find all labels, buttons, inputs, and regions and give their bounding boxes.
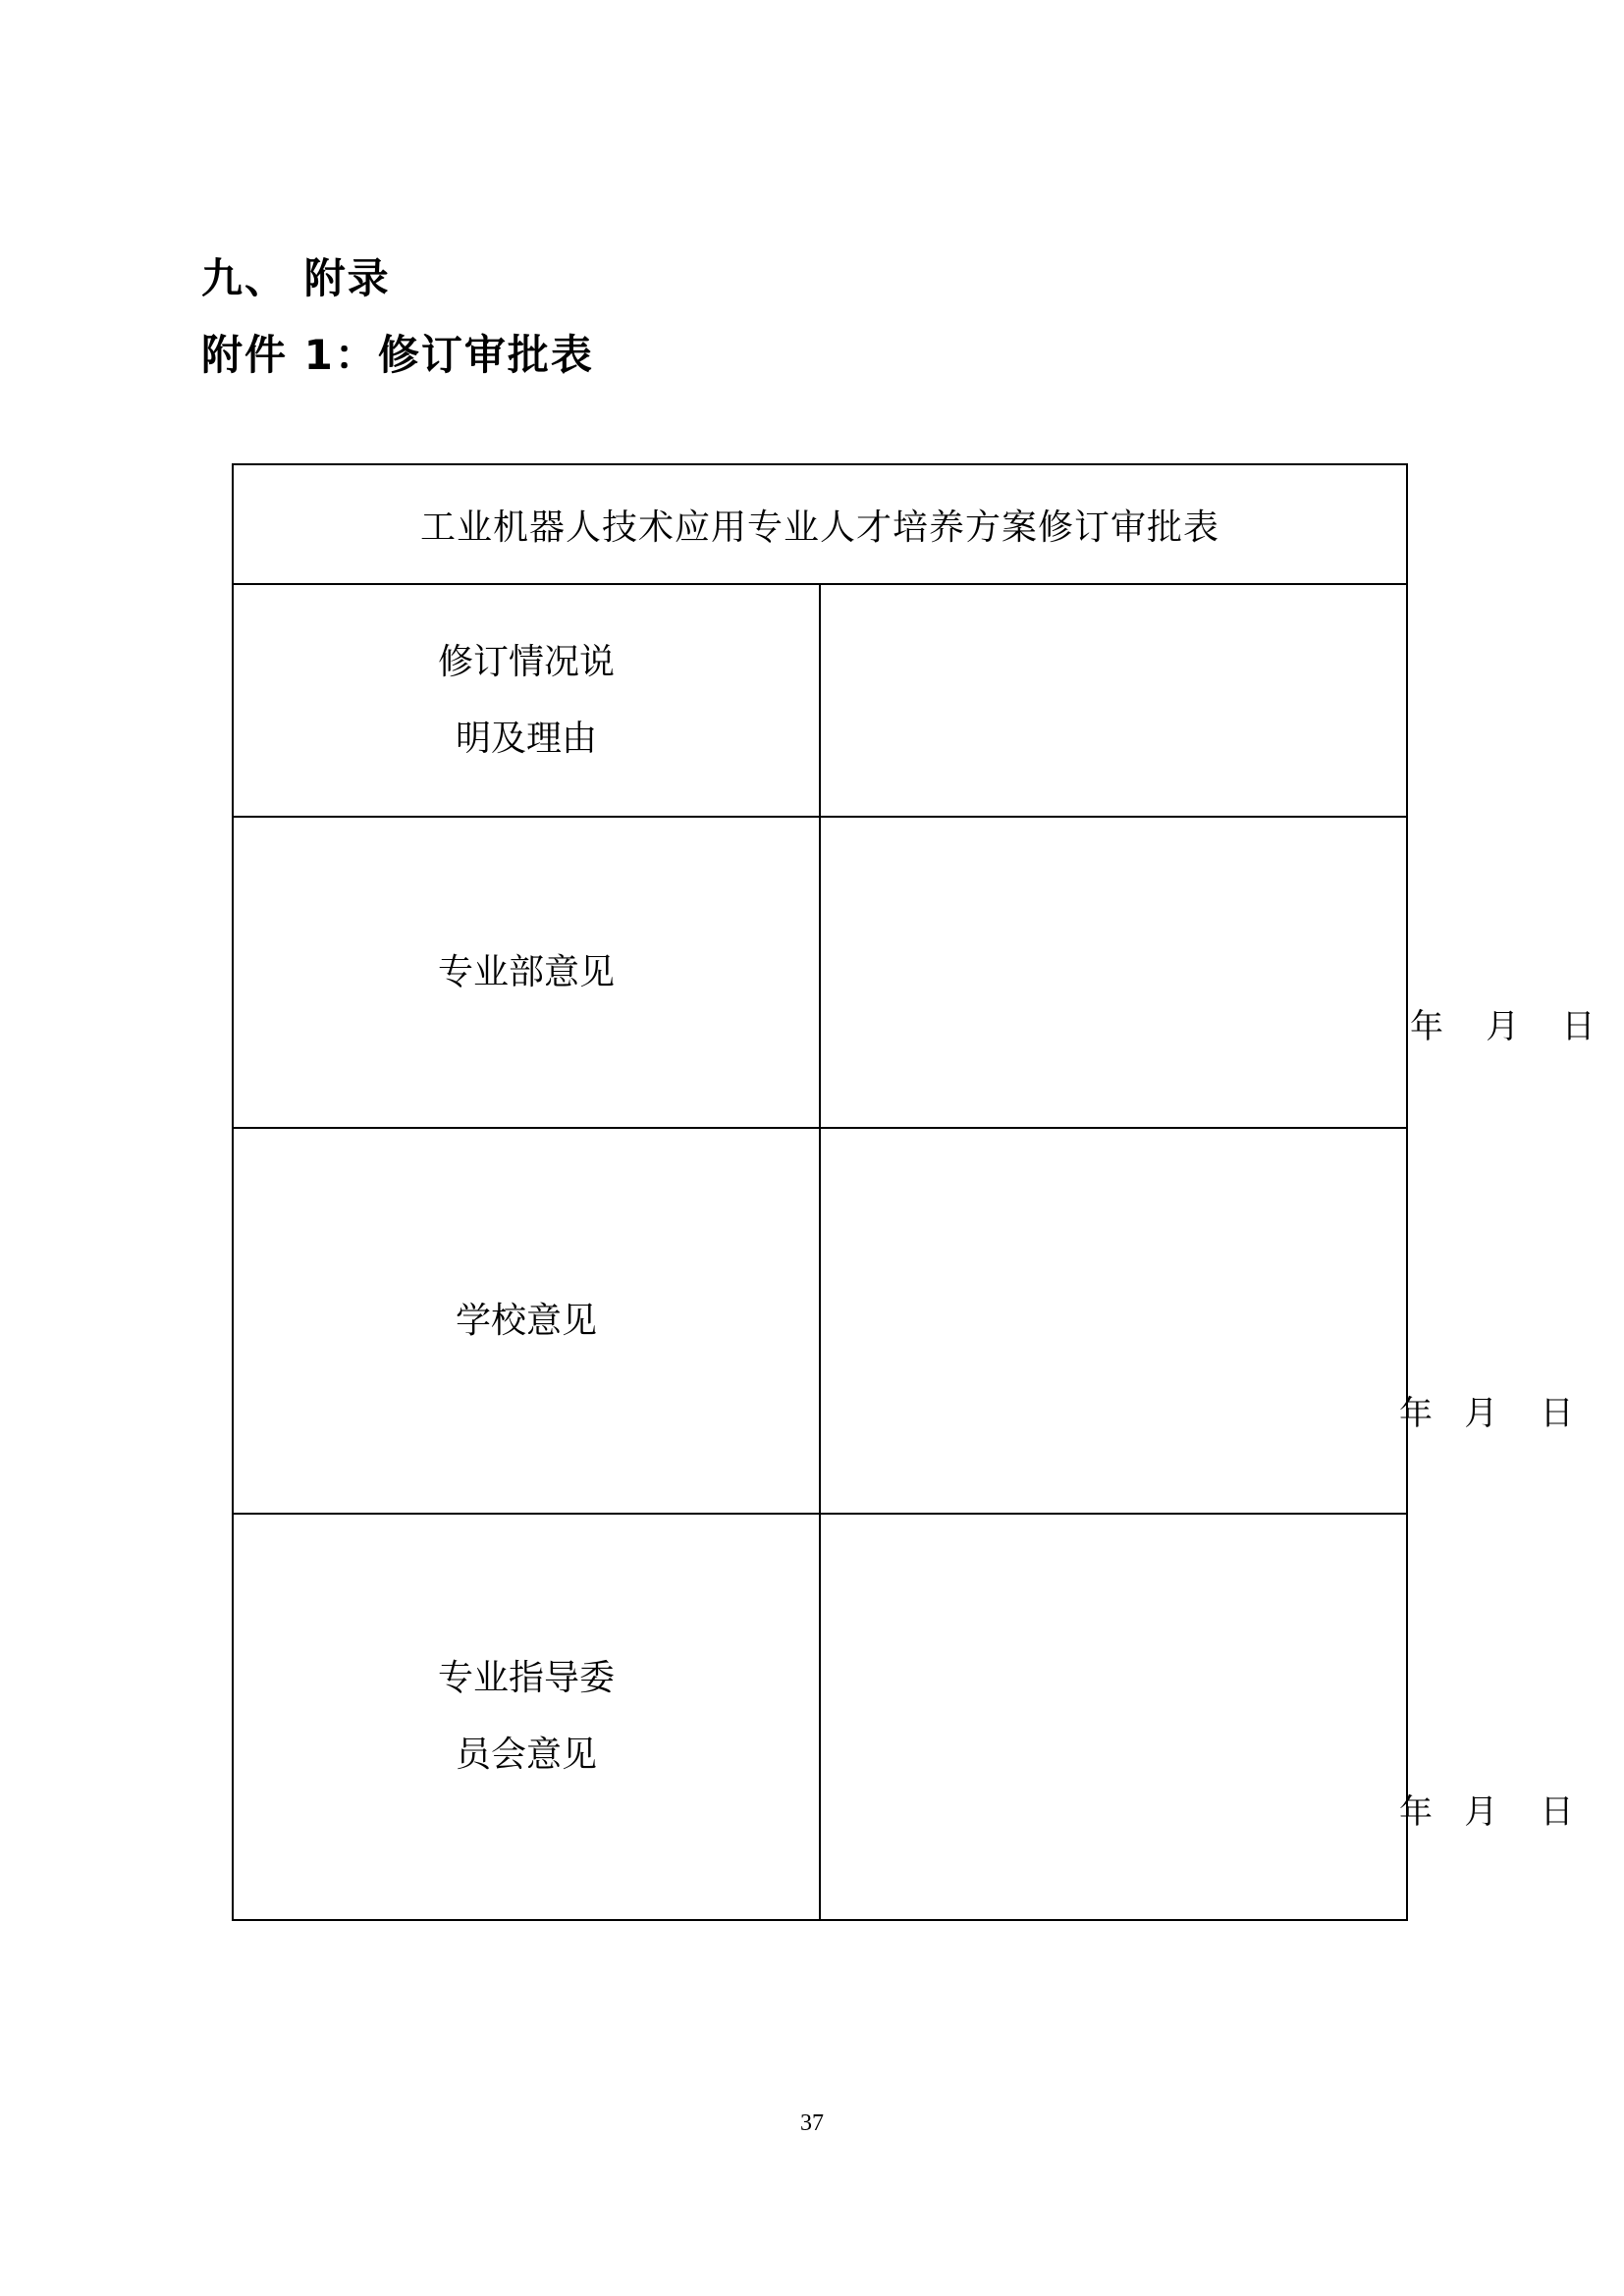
table-row-department-opinion: [233, 817, 1407, 1128]
table-row-committee-opinion: [233, 1514, 1407, 1920]
committee-opinion-label-line2: 员会意见: [455, 1735, 597, 1775]
section-heading: 九、 附录: [201, 254, 391, 302]
table-row-school-opinion: [233, 1128, 1407, 1514]
table-title-row: [233, 464, 1407, 584]
attachment-heading: 附件 1：修订审批表: [201, 331, 594, 379]
revision-reason-label: [233, 584, 820, 817]
approval-table: [232, 463, 1596, 1921]
revision-reason-label-line1: 修订情况说: [437, 641, 615, 682]
department-opinion-label: 专业部意见: [233, 817, 820, 1128]
committee-opinion-label: [233, 1514, 820, 1920]
table-title: 工业机器人技术应用专业人才培养方案修订审批表: [233, 464, 1407, 584]
committee-opinion-label-line1: 专业指导委: [437, 1658, 615, 1698]
table-row-revision-reason: [233, 584, 1407, 817]
committee-opinion-field[interactable]: [820, 1514, 1574, 1920]
school-opinion-date: 年 月 日: [1399, 1394, 1574, 1433]
revision-reason-field[interactable]: [820, 584, 1407, 817]
school-opinion-field[interactable]: [820, 1128, 1574, 1514]
school-opinion-label: 学校意见: [233, 1128, 820, 1514]
committee-opinion-date: 年 月 日: [1399, 1792, 1574, 1832]
page-number: 37: [800, 2110, 824, 2136]
department-opinion-date: 年 月 日: [1410, 1007, 1596, 1046]
department-opinion-field[interactable]: [820, 817, 1596, 1128]
revision-reason-label-line2: 明及理由: [455, 718, 597, 759]
